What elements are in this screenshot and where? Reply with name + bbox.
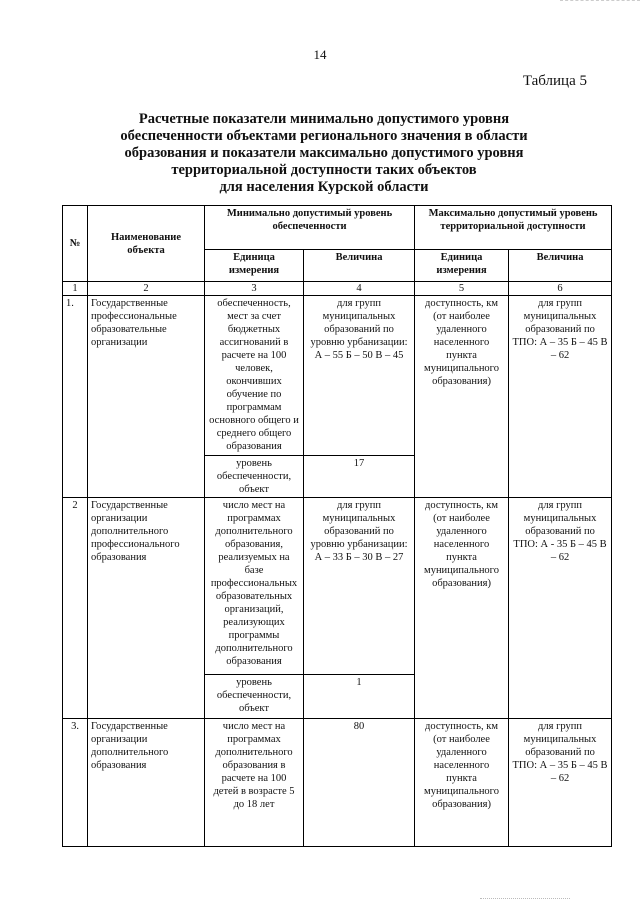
column-number: 1	[63, 282, 88, 296]
row-min-value: для групп муниципальных образований по уровню урбанизации: А – 33 Б – 30 В – 27	[304, 498, 415, 675]
row-object-name: Государственные профессиональные образовательные организации	[88, 296, 205, 498]
row-min-unit: число мест на программах дополнительного образования, реализуемых на базе профессиональных образовательных организаций, реализующих программы дополнительного образования	[205, 498, 304, 675]
indicators-table	[62, 205, 612, 847]
page-number: 14	[313, 47, 327, 62]
table-row	[63, 296, 612, 456]
row-min-unit: число мест на программах дополнительного образования в расчете на 100 детей в возрасте 5 до 18 лет	[205, 719, 304, 847]
header-unit-2: Единица измерения	[415, 250, 509, 282]
row-min-value: 80	[304, 719, 415, 847]
row-max-value: для групп муниципальных образований по ТПО: А - 35 Б – 45 В – 62	[509, 498, 612, 719]
title-line: для населения Курской области	[219, 179, 429, 195]
column-number: 2	[88, 282, 205, 296]
column-number: 3	[205, 282, 304, 296]
column-number: 5	[415, 282, 509, 296]
row-max-value: для групп муниципальных образований по ТПО: А – 35 Б – 45 В – 62	[509, 296, 612, 498]
header-min-level: Минимально допустимый уровень обеспеченности	[205, 206, 415, 250]
row-min-unit: уровень обеспеченности, объект	[205, 456, 304, 498]
row-number: 1.	[63, 296, 88, 498]
header-object-name: Наименование объекта	[88, 206, 205, 282]
title-line: Расчетные показатели минимально допустимого уровня	[138, 111, 510, 127]
table-label: Таблица 5	[522, 73, 587, 89]
row-max-unit: доступность, км (от наиболее удаленного населенного пункта муниципального образования)	[415, 719, 509, 847]
document-title	[95, 111, 553, 196]
row-object-name: Государственные организации дополнительного образования	[88, 719, 205, 847]
row-object-name: Государственные организации дополнительного профессионального образования	[88, 498, 205, 719]
header-value-2: Величина	[509, 250, 612, 282]
row-max-unit: доступность, км (от наиболее удаленного населенного пункта муниципального образования)	[415, 296, 509, 498]
title-line: обеспеченности объектами регионального значения в области	[120, 128, 528, 144]
header-value: Величина	[304, 250, 415, 282]
table-row	[63, 498, 612, 675]
header-num: №	[63, 206, 88, 282]
row-min-unit: уровень обеспеченности, объект	[205, 675, 304, 719]
row-min-value: для групп муниципальных образований по уровню урбанизации: А – 55 Б – 50 В – 45	[304, 296, 415, 456]
title-line: территориальной доступности таких объектов	[171, 162, 477, 178]
column-number-row	[63, 282, 612, 296]
row-min-value: 1	[304, 675, 415, 719]
table-row	[63, 719, 612, 847]
table-header-row	[63, 206, 612, 250]
column-number: 4	[304, 282, 415, 296]
header-max-access: Максимально допустимый уровень территориальной доступности	[415, 206, 612, 250]
row-number: 3.	[63, 719, 88, 847]
column-number: 6	[509, 282, 612, 296]
scan-edge-mark	[480, 898, 570, 899]
title-line: образования и показатели максимально допустимого уровня	[124, 145, 524, 161]
row-min-unit: обеспеченность, мест за счет бюджетных ассигнований в расчете на 100 человек, окончивших обучение по программам основного общего и среднего общего образования	[205, 296, 304, 456]
row-max-value: для групп муниципальных образований по ТПО: А – 35 Б – 45 В – 62	[509, 719, 612, 847]
row-number: 2	[63, 498, 88, 719]
header-unit: Единица измерения	[205, 250, 304, 282]
scan-edge-mark	[560, 0, 640, 1]
row-min-value: 17	[304, 456, 415, 498]
row-max-unit: доступность, км (от наиболее удаленного населенного пункта муниципального образования)	[415, 498, 509, 719]
